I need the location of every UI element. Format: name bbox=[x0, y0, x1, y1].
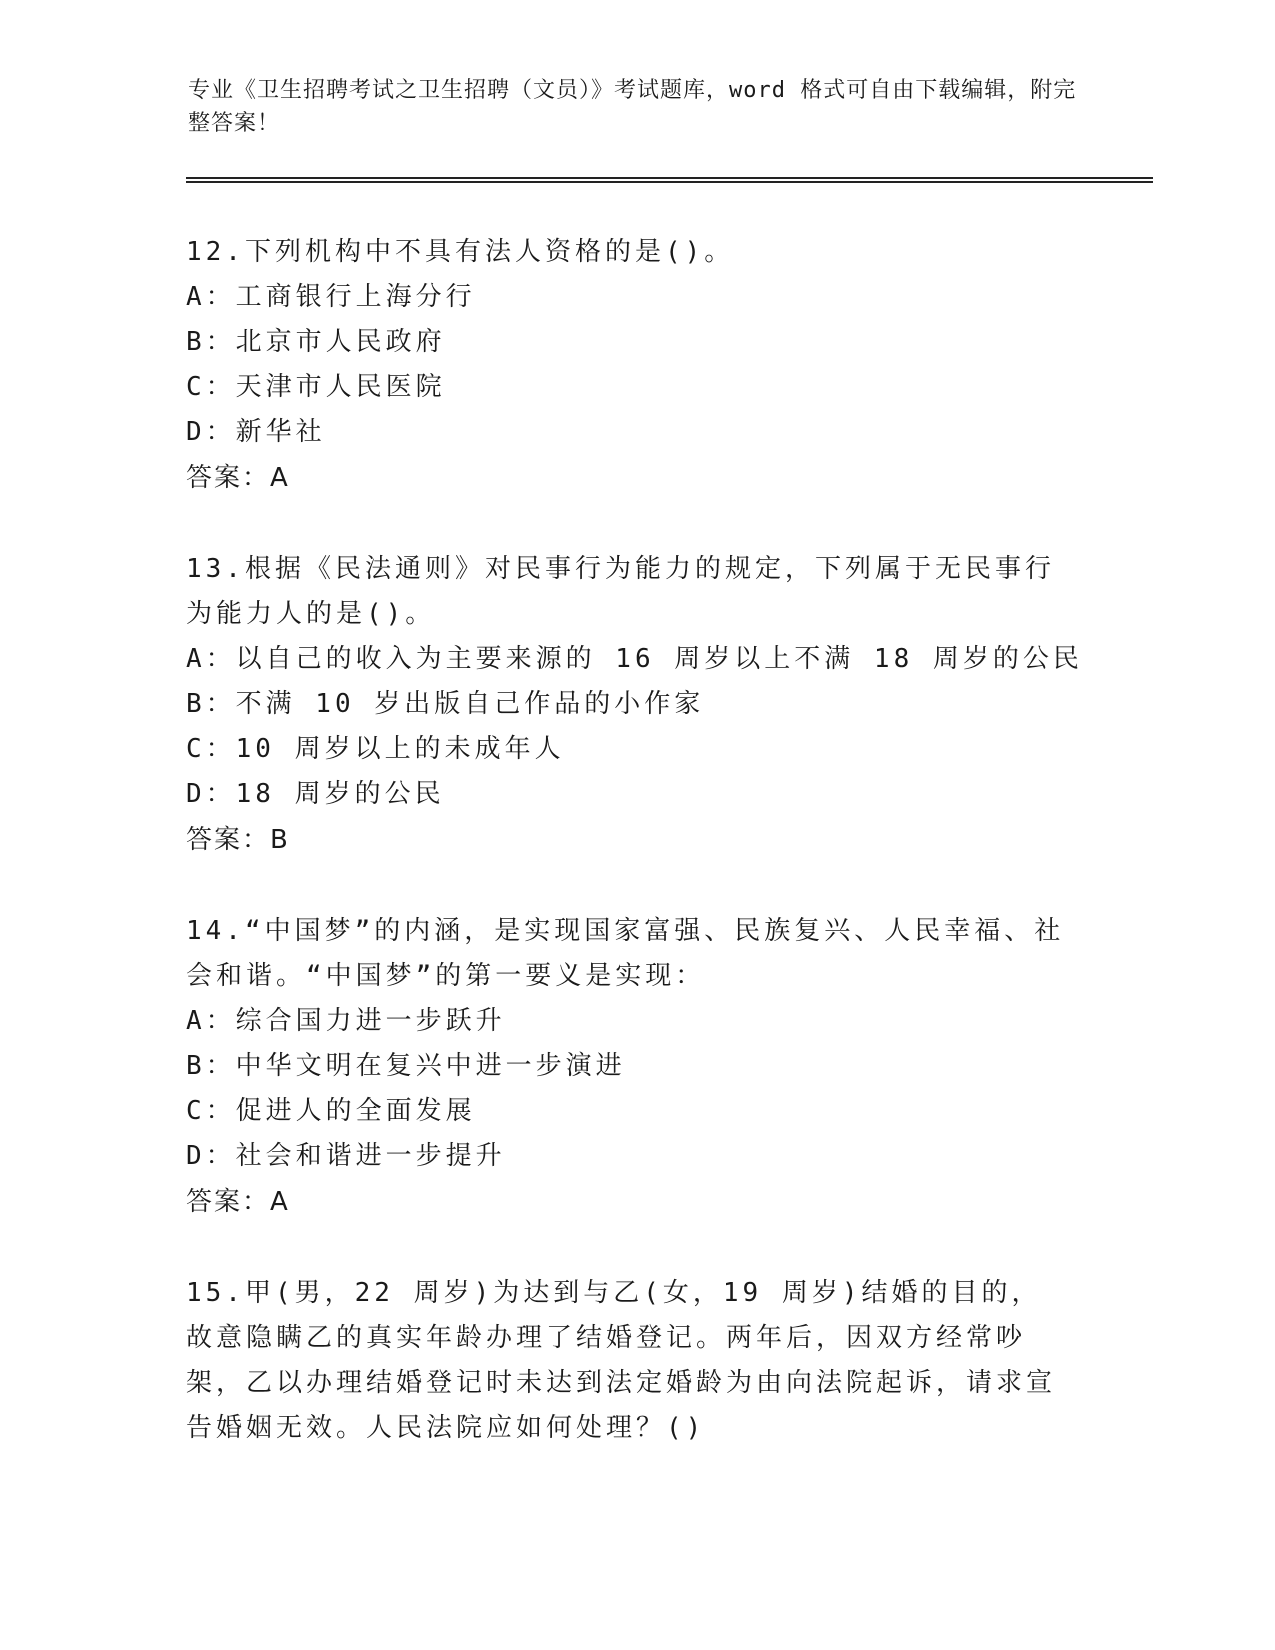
option-a: A：综合国力进一步跃升 bbox=[186, 1006, 506, 1036]
question-list bbox=[186, 230, 1083, 1497]
option-d: D：社会和谐进一步提升 bbox=[186, 1141, 506, 1171]
option-b: B：不满 10 岁出版自己作品的小作家 bbox=[186, 689, 705, 719]
question-stem: 15.甲(男，22 周岁)为达到与乙(女，19 周岁)结婚的目的，故意隐瞒乙的真实年龄办理了结婚登记。两年后，因双方经常吵架，乙以办理结婚登记时未达到法定婚龄为由向法院起诉，请求宣告婚姻无效。人民法院应如何处理？() bbox=[186, 1278, 1057, 1443]
question-14 bbox=[186, 909, 1066, 1225]
option-a: A：以自己的收入为主要来源的 16 周岁以上不满 18 周岁的公民 bbox=[186, 644, 1083, 674]
option-c: C：10 周岁以上的未成年人 bbox=[186, 734, 565, 764]
question-stem: 13.根据《民法通则》对民事行为能力的规定，下列属于无民事行为能力人的是()。 bbox=[186, 554, 1055, 629]
document-header: 专业《卫生招聘考试之卫生招聘（文员）》考试题库，word 格式可自由下载编辑，附完整答案！ bbox=[188, 78, 1077, 136]
option-b: B：中华文明在复兴中进一步演进 bbox=[186, 1051, 626, 1081]
question-13 bbox=[186, 547, 1083, 863]
option-d: D：18 周岁的公民 bbox=[186, 779, 445, 809]
answer-line: 答案：B bbox=[186, 825, 290, 855]
question-12 bbox=[186, 230, 1066, 501]
question-stem: 14.“中国梦”的内涵，是实现国家富强、民族复兴、人民幸福、社会和谐。“中国梦”的第一要义是实现： bbox=[186, 916, 1065, 991]
option-d: D：新华社 bbox=[186, 417, 326, 447]
answer-line: 答案：A bbox=[186, 1187, 290, 1217]
option-c: C：天津市人民医院 bbox=[186, 372, 446, 402]
header-divider bbox=[186, 177, 1153, 183]
option-c: C：促进人的全面发展 bbox=[186, 1096, 476, 1126]
question-15 bbox=[186, 1271, 1066, 1451]
option-b: B：北京市人民政府 bbox=[186, 327, 446, 357]
option-a: A：工商银行上海分行 bbox=[186, 282, 476, 312]
question-stem: 12.下列机构中不具有法人资格的是()。 bbox=[186, 237, 735, 267]
answer-line: 答案：A bbox=[186, 463, 290, 493]
